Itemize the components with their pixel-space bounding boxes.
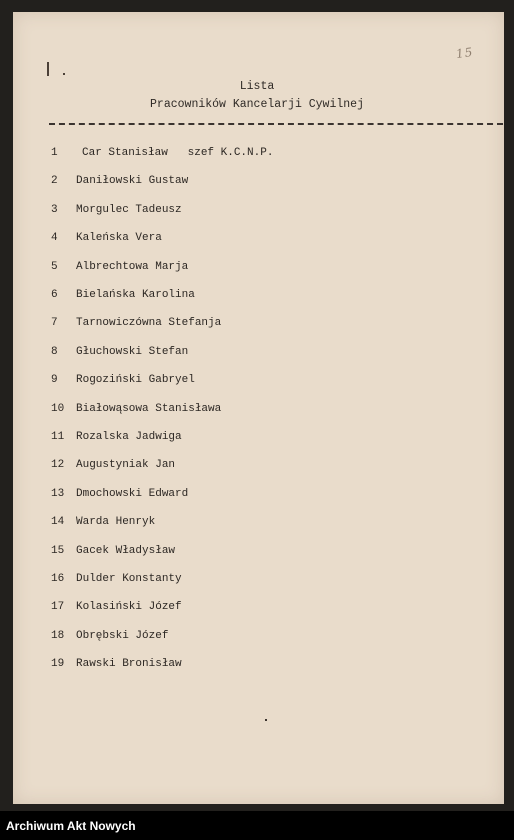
list-item-number: 18 <box>51 629 65 642</box>
list-item-number: 16 <box>51 573 65 585</box>
list-item-number: 11 <box>51 431 65 443</box>
punch-mark <box>47 62 49 76</box>
list-item-name: Rawski Bronisław <box>76 658 182 671</box>
ink-dot <box>265 719 267 721</box>
list-item-number: 15 <box>51 544 65 557</box>
list-item-name: Warda Henryk <box>76 516 156 529</box>
list-item-number: 6 <box>51 289 58 301</box>
punch-mark-dot <box>63 73 65 75</box>
list-item-name: Kolasiński Józef <box>76 601 182 614</box>
list-item-name: Augustyniak Jan <box>76 459 176 472</box>
list-item-number: 3 <box>51 203 58 216</box>
list-item-name: Głuchowski Stefan <box>76 345 189 358</box>
list-item-name: Daniłowski Gustaw <box>76 175 189 188</box>
list-item-name: Morgulec Tadeusz <box>76 203 182 216</box>
list-item-number: 17 <box>51 601 65 614</box>
list-item-number: 4 <box>51 232 58 245</box>
list-item-name: Tarnowiczówna Stefanja <box>76 317 222 330</box>
list-item-name: Car Stanisław szef K.C.N.P. <box>82 147 274 159</box>
list-item-number: 1 <box>51 147 58 159</box>
list-item-number: 9 <box>51 374 58 387</box>
list-item-name: Białowąsowa Stanisława <box>76 402 222 415</box>
page-number-annotation: 15 <box>455 44 475 62</box>
list-item-number: 13 <box>51 487 65 500</box>
list-item-name: Bielańska Karolina <box>76 289 195 301</box>
list-item-name: Rozalska Jadwiga <box>76 431 182 443</box>
archive-name: Archiwum Akt Nowych <box>6 819 136 833</box>
list-item-number: 5 <box>51 260 58 273</box>
dashed-divider <box>49 123 503 125</box>
list-item-number: 7 <box>51 317 58 330</box>
list-item-name: Gacek Władysław <box>76 544 176 557</box>
list-item-name: Albrechtowa Marja <box>76 260 189 273</box>
list-item-name: Kaleńska Vera <box>76 232 162 245</box>
list-item-number: 2 <box>51 175 58 188</box>
list-item-number: 19 <box>51 658 65 671</box>
list-item-name: Obrębski Józef <box>76 629 169 642</box>
document-title: Lista <box>239 80 275 93</box>
list-item-number: 8 <box>51 345 58 358</box>
list-item-name: Dulder Konstanty <box>76 573 182 585</box>
document-subtitle: Pracowników Kancelarji Cywilnej <box>150 98 364 111</box>
list-item-number: 12 <box>51 459 65 472</box>
list-item-number: 14 <box>51 516 65 529</box>
list-item-name: Dmochowski Edward <box>76 487 189 500</box>
list-item-number: 10 <box>51 402 65 415</box>
list-item-name: Rogoziński Gabryel <box>76 374 195 387</box>
